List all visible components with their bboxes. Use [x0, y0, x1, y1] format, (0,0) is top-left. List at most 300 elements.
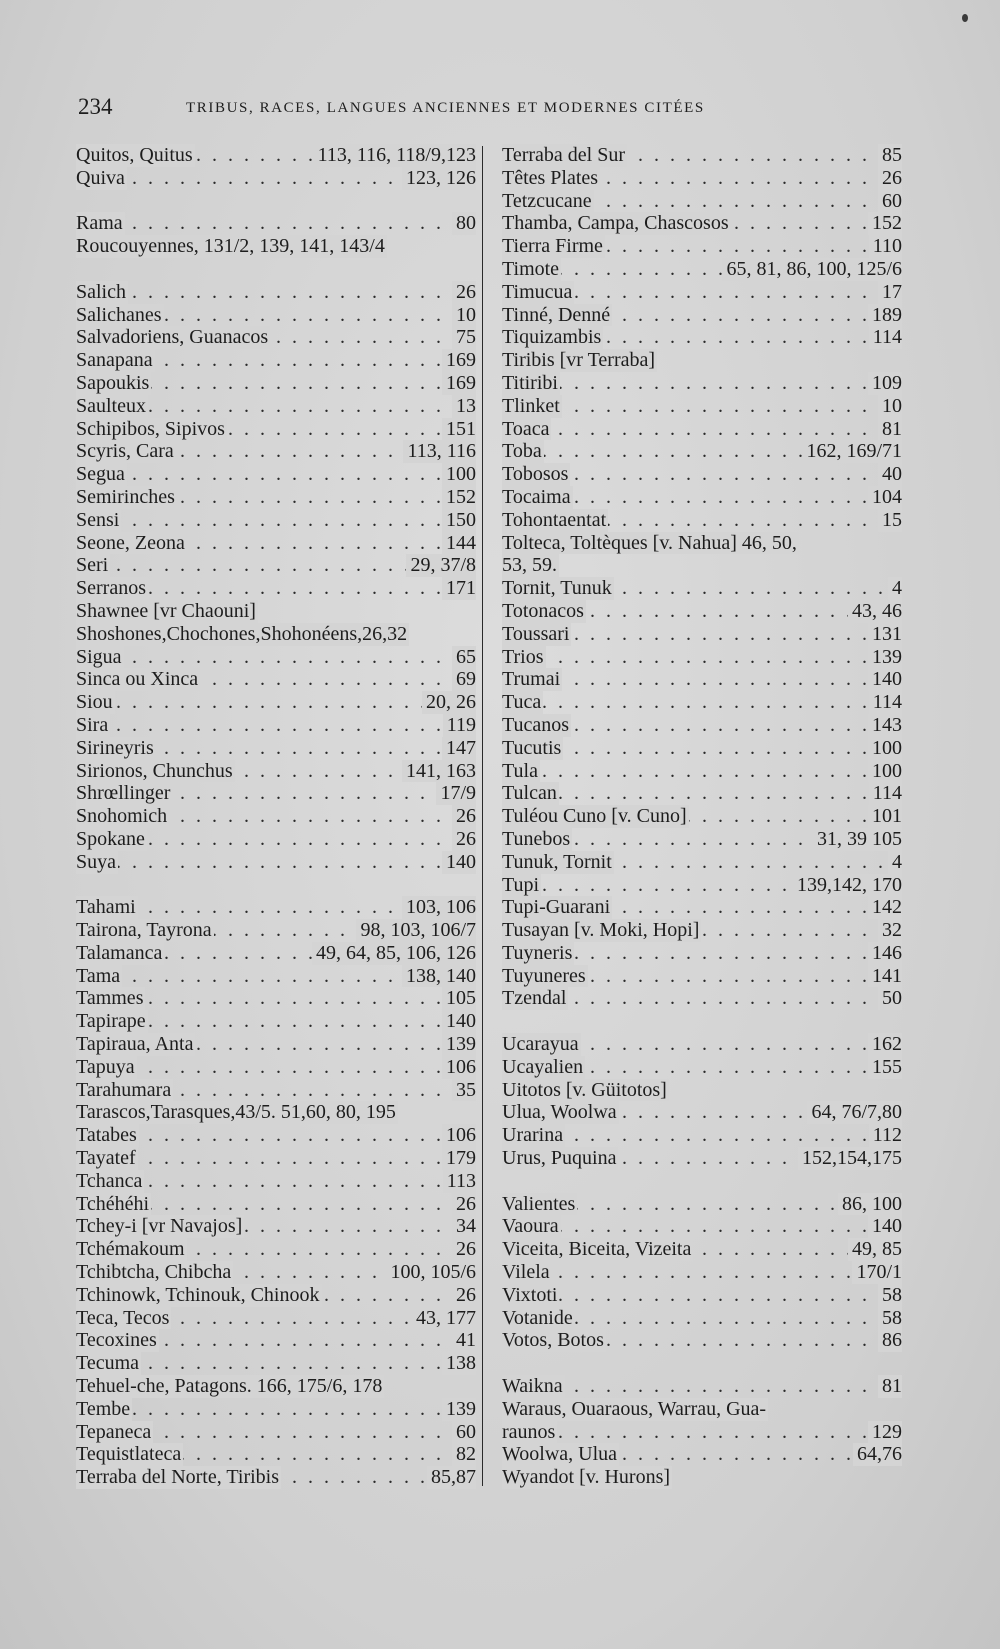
index-entry — [76, 1101, 476, 1124]
index-entry — [502, 919, 902, 942]
entry-name: Toussari — [502, 622, 570, 645]
index-entry — [76, 851, 476, 874]
entry-name: Terraba del Norte, Tiribis — [76, 1466, 280, 1489]
entry-page-refs: 140 — [442, 851, 476, 874]
entry-page-refs: 60 — [452, 1421, 476, 1444]
entry-name: Sira — [76, 713, 109, 736]
index-entry — [502, 326, 902, 349]
index-entry — [76, 1307, 476, 1330]
entry-name: Vilela — [502, 1261, 550, 1284]
index-entry — [76, 577, 476, 600]
leader-dots — [76, 463, 476, 486]
entry-name: Tupi-Guarani — [502, 896, 611, 919]
entry-name: Tammes — [76, 987, 144, 1010]
index-entry — [76, 167, 476, 190]
leader-dots — [502, 395, 902, 418]
entry-name: Tequistlateca — [76, 1443, 182, 1466]
entry-page-refs: 138, 140 — [402, 965, 476, 988]
entry-name: Tepaneca — [76, 1420, 152, 1443]
index-entry — [76, 1443, 476, 1466]
entry-name: Valientes — [502, 1192, 576, 1215]
entry-page-refs: 105 — [442, 987, 476, 1010]
entry-page-refs: 169 — [442, 372, 476, 395]
entry-page-refs: 142 — [868, 896, 902, 919]
entry-name: Tchibtcha, Chibcha — [76, 1261, 232, 1284]
index-entry — [76, 418, 476, 441]
entry-page-refs: 144 — [442, 532, 476, 555]
entry-page-refs: 104 — [868, 486, 902, 509]
entry-page-refs: 114 — [869, 326, 902, 349]
entry-page-refs: 64,76 — [853, 1443, 902, 1466]
entry-name: Tunuk, Tornit — [502, 850, 612, 873]
index-entry — [502, 623, 902, 646]
section-gap — [502, 1170, 902, 1193]
entry-name: Sapoukis — [76, 371, 150, 394]
entry-name: Waraus, Ouaraous, Warrau, Gua- — [502, 1397, 767, 1420]
entry-page-refs: 10 — [452, 304, 476, 327]
entry-name: Seri — [76, 554, 109, 577]
entry-page-refs: 100 — [868, 760, 902, 783]
index-entry — [502, 1215, 902, 1238]
entry-name: Spokane — [76, 827, 145, 850]
leader-dots — [502, 1261, 902, 1284]
entry-name: Ucayalien — [502, 1055, 584, 1078]
entry-page-refs: 29, 37/8 — [406, 554, 476, 577]
index-entry — [76, 828, 476, 851]
entry-name: Tohontaentat — [502, 508, 607, 531]
entry-name: Tierra Firme — [502, 235, 603, 258]
entry-page-refs: 31, 39 105 — [813, 828, 902, 851]
entry-name: Siou — [76, 691, 113, 714]
entry-page-refs: 170/1 — [852, 1261, 902, 1284]
leader-dots — [76, 509, 476, 532]
leader-dots — [502, 646, 902, 669]
entry-name: Viceita, Biceita, Vizeita — [502, 1238, 692, 1261]
section-gap — [76, 258, 476, 281]
entry-name: Sensi — [76, 508, 120, 531]
entry-name: Thamba, Campa, Chascosos — [502, 212, 729, 235]
entry-name: Tchey-i [vr Navajos] — [76, 1215, 243, 1238]
index-entry — [502, 440, 902, 463]
entry-page-refs: 32 — [878, 919, 902, 942]
index-entry — [76, 1170, 476, 1193]
entry-name: raunos — [502, 1420, 556, 1443]
leader-dots — [502, 1421, 902, 1444]
index-entry — [76, 646, 476, 669]
entry-page-refs: 131 — [868, 623, 902, 646]
entry-name: Sinca ou Xinca — [76, 668, 199, 691]
entry-name: 53, 59. — [502, 554, 557, 577]
entry-page-refs: 26 — [452, 281, 476, 304]
entry-name: Shrœllinger — [76, 782, 171, 805]
entry-page-refs: 114 — [869, 782, 902, 805]
entry-page-refs: 162, 169/71 — [802, 440, 902, 463]
leader-dots — [76, 212, 476, 235]
index-entry — [502, 668, 902, 691]
entry-page-refs: 26 — [878, 167, 902, 190]
index-entry — [502, 1443, 902, 1466]
entry-page-refs: 114 — [869, 691, 902, 714]
ink-spot — [962, 14, 968, 22]
entry-name: Vaoura — [502, 1215, 559, 1238]
index-entry — [76, 919, 476, 942]
entry-name: Sigua — [76, 645, 122, 668]
entry-page-refs: 139 — [442, 1398, 476, 1421]
entry-page-refs: 189 — [868, 304, 902, 327]
index-entry — [76, 349, 476, 372]
entry-name: Quitos, Quitus — [76, 144, 193, 166]
entry-name: Schipibos, Sipivos — [76, 417, 225, 440]
entry-name: Tchéhéhi — [76, 1192, 150, 1215]
entry-name: Seone, Zeona — [76, 531, 185, 554]
entry-name: Sirineyris — [76, 736, 154, 759]
index-entry — [502, 1307, 902, 1330]
entry-name: Urus, Puquina — [502, 1147, 617, 1170]
index-entry — [76, 235, 476, 258]
index-entry — [502, 646, 902, 669]
index-entry — [502, 554, 902, 577]
entry-page-refs: 60 — [878, 190, 902, 213]
entry-page-refs: 43, 177 — [412, 1307, 476, 1330]
index-entry — [76, 1079, 476, 1102]
index-entry — [502, 509, 902, 532]
index-entry — [76, 896, 476, 919]
index-entry — [76, 1238, 476, 1261]
entry-page-refs: 146 — [868, 942, 902, 965]
entry-page-refs: 58 — [878, 1307, 902, 1330]
index-entry — [76, 326, 476, 349]
entry-page-refs: 152 — [442, 486, 476, 509]
leader-dots — [502, 418, 902, 441]
index-entry — [502, 1398, 902, 1421]
entry-name: Tchinowk, Tchinouk, Chinook — [76, 1283, 320, 1306]
index-entry — [76, 463, 476, 486]
entry-name: Tucutis — [502, 736, 562, 759]
leader-dots — [76, 1398, 476, 1421]
index-entry — [502, 577, 902, 600]
entry-name: Tapuya — [76, 1055, 135, 1078]
entry-name: Têtes Plates — [502, 166, 599, 189]
index-entry — [502, 1238, 902, 1261]
entry-page-refs: 143 — [868, 714, 902, 737]
entry-name: Tatabes — [76, 1124, 137, 1147]
entry-name: Suya — [76, 850, 116, 873]
index-entry — [502, 1147, 902, 1170]
leader-dots — [502, 1215, 902, 1238]
entry-page-refs: 26 — [452, 828, 476, 851]
entry-name: Segua — [76, 463, 125, 486]
index-entry — [502, 167, 902, 190]
index-entry — [76, 372, 476, 395]
entry-page-refs: 119 — [443, 714, 476, 737]
leader-dots — [76, 851, 476, 874]
entry-name: Shoshones,Chochones,Shohonéens,26,32 — [76, 622, 408, 645]
entry-page-refs: 152 — [868, 212, 902, 235]
entry-name: Tayatef — [76, 1147, 136, 1170]
running-head: TRIBUS, RACES, LANGUES ANCIENNES ET MODERNES CITÉES — [186, 100, 705, 116]
index-entry — [502, 1193, 902, 1216]
leader-dots — [76, 691, 476, 714]
entry-page-refs: 113, 116 — [403, 440, 476, 463]
entry-page-refs: 113 — [443, 1170, 476, 1193]
entry-name: Tuca — [502, 691, 542, 714]
entry-name: Saulteux — [76, 394, 146, 417]
index-entry — [76, 737, 476, 760]
entry-page-refs: 86, 100 — [838, 1193, 902, 1216]
entry-page-refs: 129 — [868, 1421, 902, 1444]
index-entry — [502, 144, 902, 167]
index-entry — [76, 486, 476, 509]
index-entry — [502, 782, 902, 805]
index-entry — [76, 600, 476, 623]
index-entry — [76, 1033, 476, 1056]
section-gap — [502, 1352, 902, 1375]
entry-page-refs: 101 — [868, 805, 902, 828]
entry-page-refs: 75 — [452, 326, 476, 349]
entry-name: Tairona, Tayrona — [76, 919, 212, 942]
index-entry — [502, 258, 902, 281]
entry-page-refs: 49, 85 — [848, 1238, 902, 1261]
entry-page-refs: 106 — [442, 1056, 476, 1079]
entry-name: Trumai — [502, 668, 561, 691]
entry-name: Scyris, Cara — [76, 440, 174, 463]
entry-name: Tarahumara — [76, 1078, 172, 1101]
index-entry — [502, 1124, 902, 1147]
page-number: 234 — [78, 94, 113, 119]
entry-name: Ulua, Woolwa — [502, 1101, 617, 1124]
index-entry — [76, 1352, 476, 1375]
index-entry — [76, 532, 476, 555]
index-entry — [76, 1193, 476, 1216]
entry-page-refs: 41 — [452, 1329, 476, 1352]
entry-name: Salvadoriens, Guanacos — [76, 326, 269, 349]
index-entry — [76, 1147, 476, 1170]
index-entry — [76, 144, 476, 167]
index-entry — [502, 1421, 902, 1444]
entry-page-refs: 151 — [442, 418, 476, 441]
entry-name: Timucua — [502, 280, 573, 303]
leader-dots — [76, 281, 476, 304]
entry-page-refs: 140 — [442, 1010, 476, 1033]
entry-name: Tolteca, Toltèques [v. Nahua] 46, 50, — [502, 531, 797, 554]
entry-page-refs: 141 — [868, 965, 902, 988]
entry-name: Tupi — [502, 873, 540, 896]
entry-name: Tchanca — [76, 1169, 143, 1192]
entry-page-refs: 141, 163 — [402, 760, 476, 783]
entry-name: Tucanos — [502, 713, 570, 736]
entry-name: Tula — [502, 759, 538, 782]
entry-name: Uitotos [v. Güitotos] — [502, 1078, 667, 1101]
index-entry — [502, 714, 902, 737]
entry-name: Titiribi — [502, 371, 558, 394]
index-entry — [502, 1466, 902, 1489]
index-entry — [76, 782, 476, 805]
index-entry — [502, 349, 902, 372]
entry-name: Wyandot [v. Hurons] — [502, 1466, 671, 1489]
entry-page-refs: 43, 46 — [848, 600, 902, 623]
entry-name: Votanide — [502, 1306, 573, 1329]
entry-page-refs: 15 — [878, 509, 902, 532]
index-entry — [76, 1466, 476, 1489]
entry-name: Tobosos — [502, 463, 569, 486]
entry-name: Toaca — [502, 417, 550, 440]
entry-page-refs: 26 — [452, 1284, 476, 1307]
index-entry — [502, 463, 902, 486]
entry-name: Tehuel-che, Patagons. 166, 175/6, 178 — [76, 1375, 383, 1398]
entry-name: Tinné, Denné — [502, 303, 611, 326]
entry-name: Tunebos — [502, 827, 571, 850]
entry-page-refs: 112 — [869, 1124, 902, 1147]
index-column-left — [76, 144, 476, 1489]
index-entry — [502, 532, 902, 555]
entry-name: Tchémakoum — [76, 1238, 185, 1261]
index-entry — [502, 372, 902, 395]
entry-name: Tlinket — [502, 394, 560, 417]
entry-page-refs: 26 — [452, 805, 476, 828]
entry-page-refs: 34 — [452, 1215, 476, 1238]
entry-name: Tahami — [76, 896, 136, 919]
entry-name: Tusayan [v. Moki, Hopi] — [502, 919, 700, 942]
index-entry — [502, 1375, 902, 1398]
index-entry — [502, 874, 902, 897]
entry-page-refs: 69 — [452, 668, 476, 691]
entry-name: Shawnee [vr Chaouni] — [76, 599, 256, 622]
leader-dots — [502, 1284, 902, 1307]
index-entry — [76, 805, 476, 828]
entry-page-refs: 113, 116, 118/9,123 — [314, 144, 476, 167]
entry-page-refs: 17/9 — [436, 782, 476, 805]
entry-name: Snohomich — [76, 805, 168, 828]
entry-name: Tecoxines — [76, 1329, 157, 1352]
section-gap — [502, 1010, 902, 1033]
index-entry — [76, 1215, 476, 1238]
index-entry — [502, 1284, 902, 1307]
leader-dots — [502, 372, 902, 395]
entry-name: Tarascos,Tarasques,43/5. 51,60, 80, 195 — [76, 1101, 396, 1124]
entry-name: Tapirape — [76, 1010, 146, 1033]
entry-page-refs: 65 — [452, 646, 476, 669]
index-entry — [76, 760, 476, 783]
index-entry — [76, 714, 476, 737]
entry-page-refs: 140 — [868, 1215, 902, 1238]
entry-name: Semirinches — [76, 485, 175, 508]
entry-name: Quiva — [76, 166, 125, 189]
index-entry — [502, 1033, 902, 1056]
index-entry — [502, 760, 902, 783]
entry-page-refs: 4 — [888, 851, 902, 874]
entry-page-refs: 152,154,175 — [798, 1147, 902, 1170]
index-entry — [502, 828, 902, 851]
entry-name: Roucouyennes, 131/2, 139, 141, 143/4 — [76, 235, 385, 258]
entry-name: Ucarayua — [502, 1033, 579, 1056]
index-entry — [502, 942, 902, 965]
entry-page-refs: 147 — [442, 737, 476, 760]
entry-page-refs: 64, 76/7,80 — [807, 1101, 902, 1124]
index-entry — [502, 1056, 902, 1079]
entry-name: Tulcan — [502, 782, 557, 805]
index-entry — [502, 987, 902, 1010]
entry-name: Tama — [76, 964, 121, 987]
index-entry — [502, 418, 902, 441]
entry-page-refs: 85 — [878, 144, 902, 167]
leader-dots — [502, 691, 902, 714]
entry-name: Rama — [76, 212, 123, 235]
entry-page-refs: 139 — [868, 646, 902, 669]
index-entry — [502, 737, 902, 760]
entry-name: Tuyneris — [502, 941, 573, 964]
index-entry — [76, 395, 476, 418]
entry-page-refs: 103, 106 — [402, 896, 476, 919]
index-column-right — [502, 144, 902, 1489]
entry-page-refs: 150 — [442, 509, 476, 532]
leader-dots — [502, 782, 902, 805]
entry-page-refs: 123, 126 — [402, 167, 476, 190]
index-entry — [76, 987, 476, 1010]
entry-name: Totonacos — [502, 599, 584, 622]
entry-page-refs: 110 — [869, 235, 902, 258]
entry-page-refs: 171 — [442, 577, 476, 600]
index-entry — [502, 395, 902, 418]
index-entry — [76, 668, 476, 691]
index-entry — [76, 1375, 476, 1398]
entry-page-refs: 65, 81, 86, 100, 125/6 — [722, 258, 902, 281]
leader-dots — [76, 714, 476, 737]
entry-name: Timote — [502, 257, 560, 280]
column-divider — [482, 146, 483, 1486]
index-entry — [76, 623, 476, 646]
index-entry — [502, 965, 902, 988]
entry-name: Tiribis [vr Terraba] — [502, 349, 656, 372]
entry-page-refs: 4 — [888, 577, 902, 600]
index-entry — [502, 851, 902, 874]
index-entry — [502, 1261, 902, 1284]
entry-name: Salich — [76, 280, 126, 303]
entry-name: Waikna — [502, 1375, 563, 1398]
entry-page-refs: 40 — [878, 463, 902, 486]
entry-page-refs: 13 — [452, 395, 476, 418]
section-gap — [76, 190, 476, 213]
index-entry — [76, 281, 476, 304]
index-entry — [76, 1398, 476, 1421]
index-entry — [76, 1261, 476, 1284]
index-entry — [502, 281, 902, 304]
entry-name: Tiquizambis — [502, 326, 602, 349]
entry-name: Sirionos, Chunchus — [76, 759, 233, 782]
entry-page-refs: 140 — [868, 668, 902, 691]
index-entry — [76, 1421, 476, 1444]
leader-dots — [76, 646, 476, 669]
entry-page-refs: 80 — [452, 212, 476, 235]
entry-name: Tornit, Tunuk — [502, 577, 612, 600]
index-entry — [502, 896, 902, 919]
page-header — [78, 94, 938, 128]
entry-name: Sanapana — [76, 349, 153, 372]
entry-page-refs: 179 — [442, 1147, 476, 1170]
index-entry — [76, 965, 476, 988]
entry-name: Terraba del Sur — [502, 144, 625, 166]
index-entry — [502, 190, 902, 213]
index-entry — [502, 600, 902, 623]
entry-name: Tembe — [76, 1397, 131, 1420]
entry-page-refs: 82 — [452, 1443, 476, 1466]
entry-name: Votos, Botos — [502, 1329, 604, 1352]
entry-name: Teca, Tecos — [76, 1306, 170, 1329]
index-entry — [76, 212, 476, 235]
entry-page-refs: 86 — [878, 1329, 902, 1352]
entry-page-refs: 58 — [878, 1284, 902, 1307]
entry-page-refs: 81 — [878, 1375, 902, 1398]
entry-page-refs: 26 — [452, 1193, 476, 1216]
